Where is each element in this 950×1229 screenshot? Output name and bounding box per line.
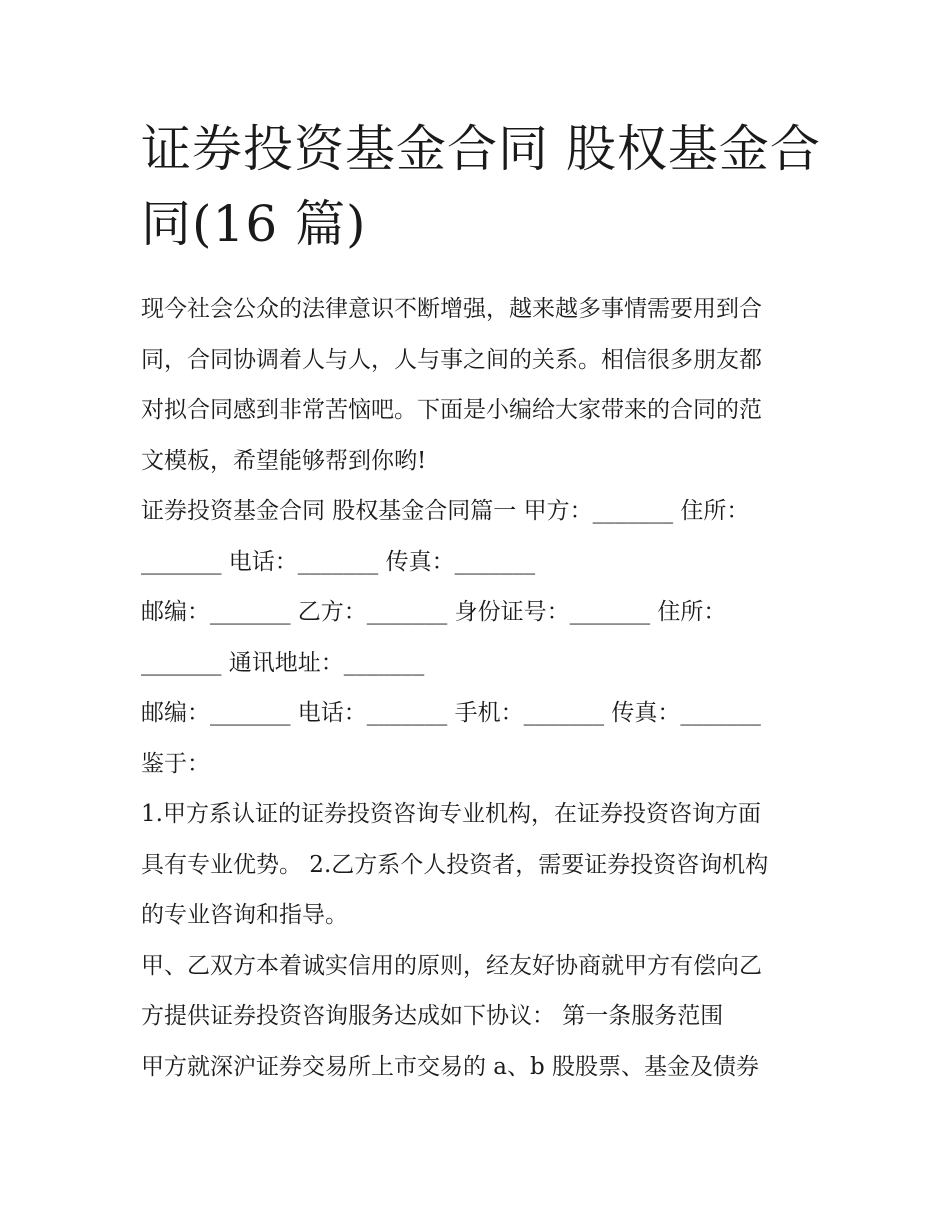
party-info-line: _______ 通讯地址：_______ — [141, 649, 425, 676]
service-scope-text: 甲方就深沪证券交易所上市交易的 a、b 股股票、基金及债券 — [141, 1053, 760, 1080]
whereas-heading: 鉴于： — [141, 750, 210, 777]
document-content — [141, 112, 821, 1092]
party-info-line: _______ 电话：_______ 传真：_______ — [141, 548, 536, 575]
intro-paragraph — [141, 284, 821, 486]
contract-body — [141, 486, 821, 1092]
text-line: 对拟合同感到非常苦恼吧。下面是小编给大家带来的合同的范 — [141, 397, 762, 423]
whereas-clause: 具有专业优势。 2.乙方系个人投资者，需要证券投资咨询机构 — [141, 851, 769, 878]
agreement-text: 方提供证券投资咨询服务达成如下协议： 第一条服务范围 — [141, 1003, 724, 1029]
text-line: 文模板，希望能够帮到你哟! — [141, 447, 427, 474]
party-info-line: 证券投资基金合同 股权基金合同篇一 甲方：_______ 住所： — [141, 498, 750, 524]
whereas-clause: 1.甲方系认证的证券投资咨询专业机构，在证券投资咨询方面 — [141, 801, 761, 827]
text-line: 现今社会公众的法律意识不断增强，越来越多事情需要用到合 — [141, 296, 762, 322]
document-title — [141, 112, 821, 262]
title-line: 同(16 篇) — [141, 195, 367, 253]
text-line: 同，合同协调着人与人，人与事之间的关系。相信很多朋友都 — [141, 346, 762, 373]
whereas-clause: 的专业咨询和指导。 — [141, 902, 348, 928]
agreement-text: 甲、乙双方本着诚实信用的原则，经友好协商就甲方有偿向乙 — [141, 952, 762, 979]
party-info-line: 邮编：_______ 乙方：_______ 身份证号：_______ 住所： — [141, 599, 727, 625]
title-line: 证券投资基金合同 股权基金合 — [141, 120, 821, 178]
party-info-line: 邮编：_______ 电话：_______ 手机：_______ 传真：_______ — [141, 700, 761, 726]
